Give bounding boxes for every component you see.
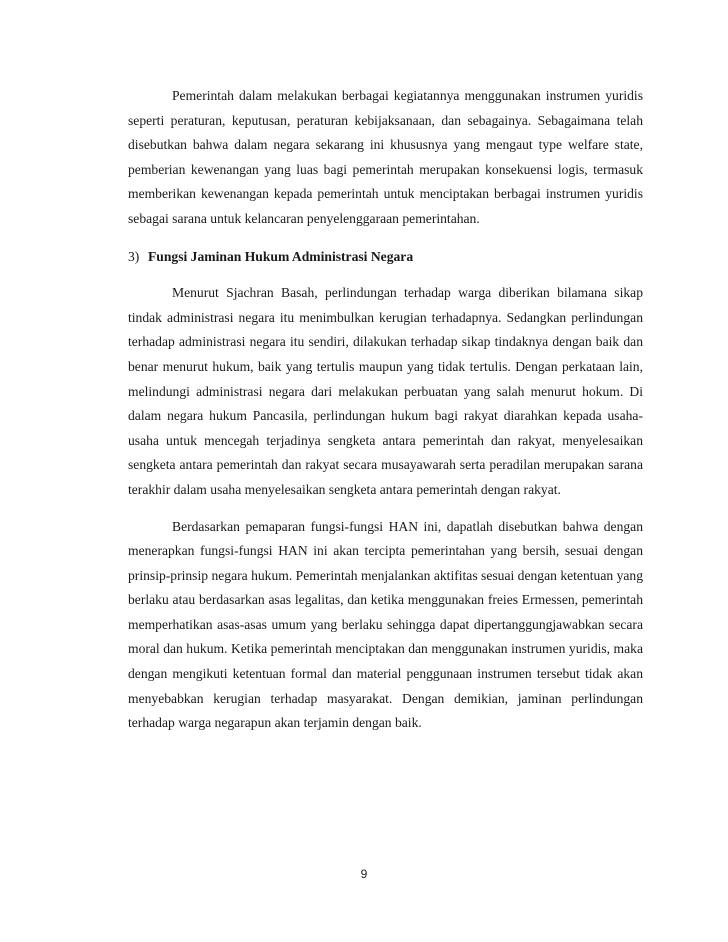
section-heading [128,245,643,270]
document-page [128,84,643,736]
section-title: Fungsi Jaminan Hukum Administrasi Negara [148,248,414,264]
body-paragraph: Berdasarkan pemaparan fungsi-fungsi HAN ini, dapatlah disebutkan bahwa dengan menerapkan fungsi-fungsi HAN ini akan tercipta pemerintahan yang bersih, sesuai dengan prinsip-prinsip negara hukum. Pemerintah menjalankan aktifitas sesuai dengan ketentuan yang berlaku atau berdasarkan asas legalitas, dan ketika menggunakan freies Ermessen, pemerintah memperhatikan asas-asas umum yang berlaku sehingga dapat dipertanggungjawabkan secara moral dan hukum. Ketika pemerintah menciptakan dan menggunakan instrumen yuridis, maka dengan mengikuti ketentuan formal dan material penggunaan instrumen tersebut tidak akan menyebabkan kerugian terhadap masyarakat. Dengan demikian, jaminan perlindungan terhadap warga negarapun akan terjamin dengan baik. [128,518,643,731]
page-number: 9 [360,867,368,881]
section-number: 3) [128,248,140,264]
body-paragraph: Pemerintah dalam melakukan berbagai kegiatannya menggunakan instrumen yuridis seperti peraturan, keputusan, peraturan kebijaksanaan, dan sebagainya. Sebagaimana telah disebutkan bahwa dalam negara sekarang ini khususnya yang mengaut type welfare state, pemberian kewenangan yang luas bagi pemerintah merupakan konsekuensi logis, termasuk memberikan kewenangan kepada pemerintah untuk menciptakan berbagai instrumen yuridis sebagai sarana untuk kelancaran penyelenggaraan pemerintahan. [128,88,643,226]
body-paragraph: Menurut Sjachran Basah, perlindungan terhadap warga diberikan bilamana sikap tindak administrasi negara itu menimbulkan kerugian terhadapnya. Sedangkan perlindungan terhadap administrasi negara itu sendiri, dilakukan terhadap sikap tindaknya dengan baik dan benar menurut hukum, baik yang tertulis maupun yang tidak tertulis. Dengan perkataan lain, melindungi administrasi negara dari melakukan perbuatan yang salah menurut hokum. Di dalam negara hukum Pancasila, perlindungan hukum bagi rakyat diarahkan kepada usaha-usaha untuk mencegah terjadinya sengketa antara pemerintah dan rakyat, menyelesaikan sengketa antara pemerintah dan rakyat secara musayawarah serta peradilan merupakan sarana terakhir dalam usaha menyelesaikan sengketa antara pemerintah dengan rakyat. [128,285,643,497]
